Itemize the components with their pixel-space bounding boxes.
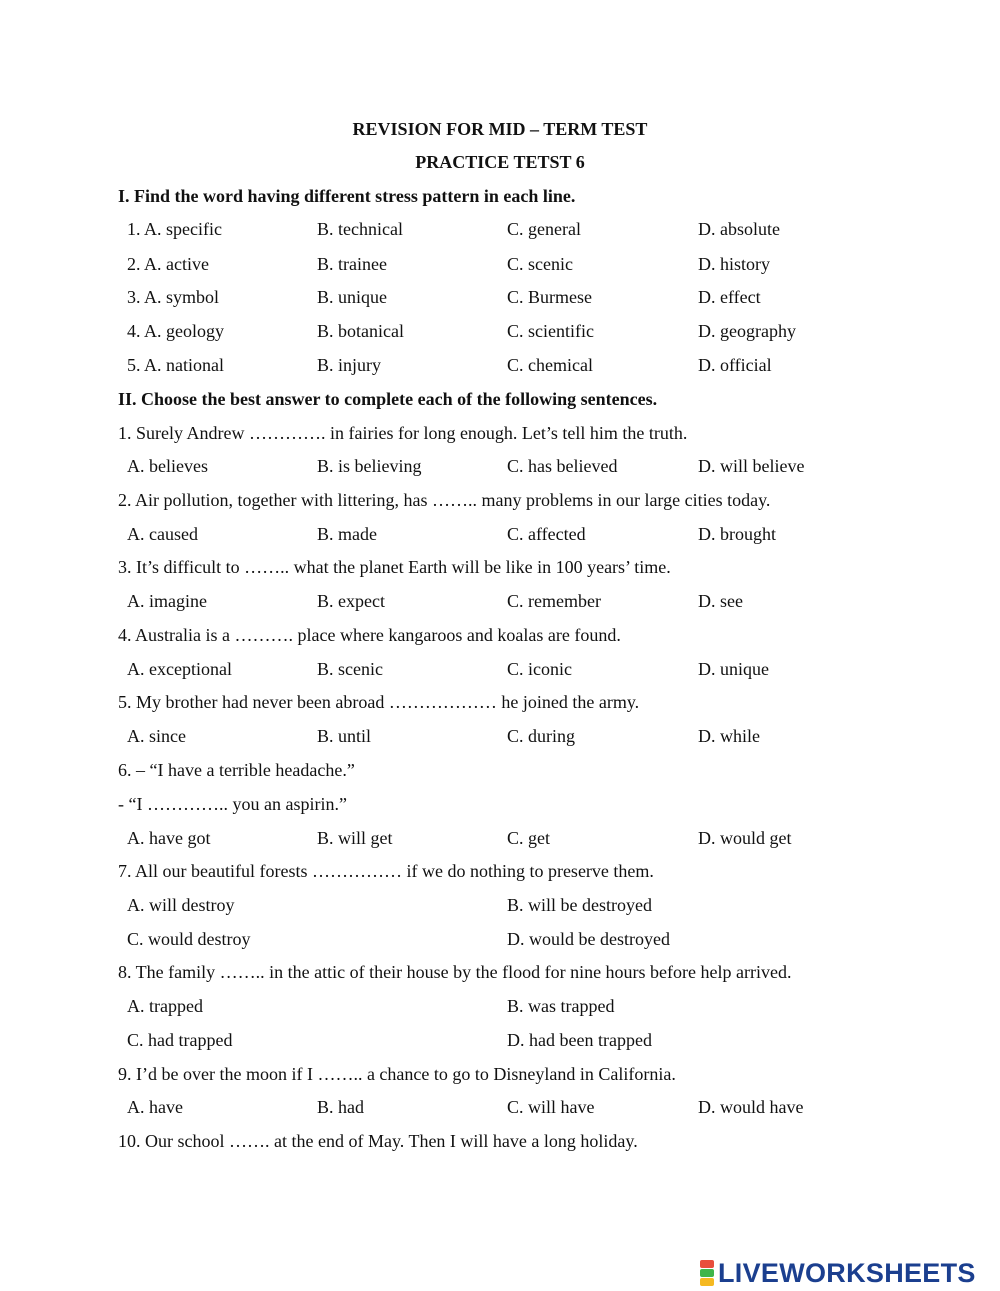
- option: B. injury: [317, 355, 382, 375]
- option: B. expect: [317, 591, 385, 611]
- option: A. caused: [127, 524, 198, 544]
- option: 4. A. geology: [127, 321, 224, 341]
- option: D. unique: [698, 659, 769, 679]
- option: B. had: [317, 1097, 364, 1117]
- option: A. since: [127, 726, 186, 746]
- option: B. is believing: [317, 456, 422, 476]
- option: A. will destroy: [127, 895, 235, 915]
- option: A. exceptional: [127, 659, 232, 679]
- option: D. will believe: [698, 456, 805, 476]
- option: A. believes: [127, 456, 208, 476]
- option: D. effect: [698, 287, 761, 307]
- option: D. brought: [698, 524, 776, 544]
- option: C. iconic: [507, 659, 572, 679]
- option: B. trainee: [317, 254, 387, 274]
- option: B. was trapped: [507, 996, 615, 1016]
- option: D. official: [698, 355, 772, 375]
- question-6: 6. – “I have a terrible headache.”: [118, 760, 355, 780]
- option: C. general: [507, 219, 581, 239]
- option: A. trapped: [127, 996, 203, 1016]
- question-1: 1. Surely Andrew …………. in fairies for long enough. Let’s tell him the truth.: [118, 423, 688, 443]
- section-1-heading: I. Find the word having different stress pattern in each line.: [118, 186, 576, 206]
- option: D. would be destroyed: [507, 929, 670, 949]
- option: C. scientific: [507, 321, 594, 341]
- option: B. technical: [317, 219, 403, 239]
- section-2-heading: II. Choose the best answer to complete each of the following sentences.: [118, 389, 658, 409]
- option: C. had trapped: [127, 1030, 233, 1050]
- question-7: 7. All our beautiful forests …………… if we do nothing to preserve them.: [118, 861, 654, 881]
- option: D. had been trapped: [507, 1030, 652, 1050]
- question-10: 10. Our school ……. at the end of May. Then I will have a long holiday.: [118, 1131, 638, 1151]
- question-5: 5. My brother had never been abroad ……………… he joined the army.: [118, 692, 640, 712]
- option: B. will be destroyed: [507, 895, 652, 915]
- option: 3. A. symbol: [127, 287, 220, 307]
- option: B. scenic: [317, 659, 383, 679]
- option: C. scenic: [507, 254, 573, 274]
- liveworksheets-logo-icon: [700, 1260, 714, 1287]
- option: A. imagine: [127, 591, 207, 611]
- option: C. Burmese: [507, 287, 592, 307]
- question-3: 3. It’s difficult to …….. what the planet Earth will be like in 100 years’ time.: [118, 557, 671, 577]
- option: C. affected: [507, 524, 586, 544]
- option: C. get: [507, 828, 550, 848]
- question-2: 2. Air pollution, together with littering, has …….. many problems in our large cities today.: [118, 490, 771, 510]
- option: B. botanical: [317, 321, 404, 341]
- option: C. chemical: [507, 355, 593, 375]
- option: B. until: [317, 726, 372, 746]
- logo-text: LIVEWORKSHEETS: [718, 1257, 976, 1288]
- document-title: REVISION FOR MID – TERM TEST: [352, 119, 648, 139]
- option: C. during: [507, 726, 576, 746]
- option: D. would have: [698, 1097, 804, 1117]
- option: D. history: [698, 254, 770, 274]
- question-9: 9. I’d be over the moon if I …….. a chance to go to Disneyland in California.: [118, 1064, 676, 1084]
- document-subtitle: PRACTICE TETST 6: [415, 152, 585, 172]
- option: D. absolute: [698, 219, 780, 239]
- option: A. have: [127, 1097, 183, 1117]
- option: C. would destroy: [127, 929, 251, 949]
- option: C. remember: [507, 591, 601, 611]
- option: B. unique: [317, 287, 387, 307]
- option: 2. A. active: [127, 254, 209, 274]
- option: C. will have: [507, 1097, 595, 1117]
- question-6-reply: - “I ………….. you an aspirin.”: [118, 794, 347, 814]
- option: B. made: [317, 524, 377, 544]
- option: C. has believed: [507, 456, 618, 476]
- question-4: 4. Australia is a ………. place where kangaroos and koalas are found.: [118, 625, 621, 645]
- option: D. would get: [698, 828, 792, 848]
- option: 1. A. specific: [127, 219, 222, 239]
- option: D. while: [698, 726, 760, 746]
- option: D. geography: [698, 321, 796, 341]
- option: A. have got: [127, 828, 211, 848]
- option: 5. A. national: [127, 355, 224, 375]
- option: B. will get: [317, 828, 393, 848]
- liveworksheets-logo[interactable]: [700, 1258, 976, 1288]
- question-8: 8. The family …….. in the attic of their house by the flood for nine hours before help arrived.: [118, 962, 792, 982]
- option: D. see: [698, 591, 743, 611]
